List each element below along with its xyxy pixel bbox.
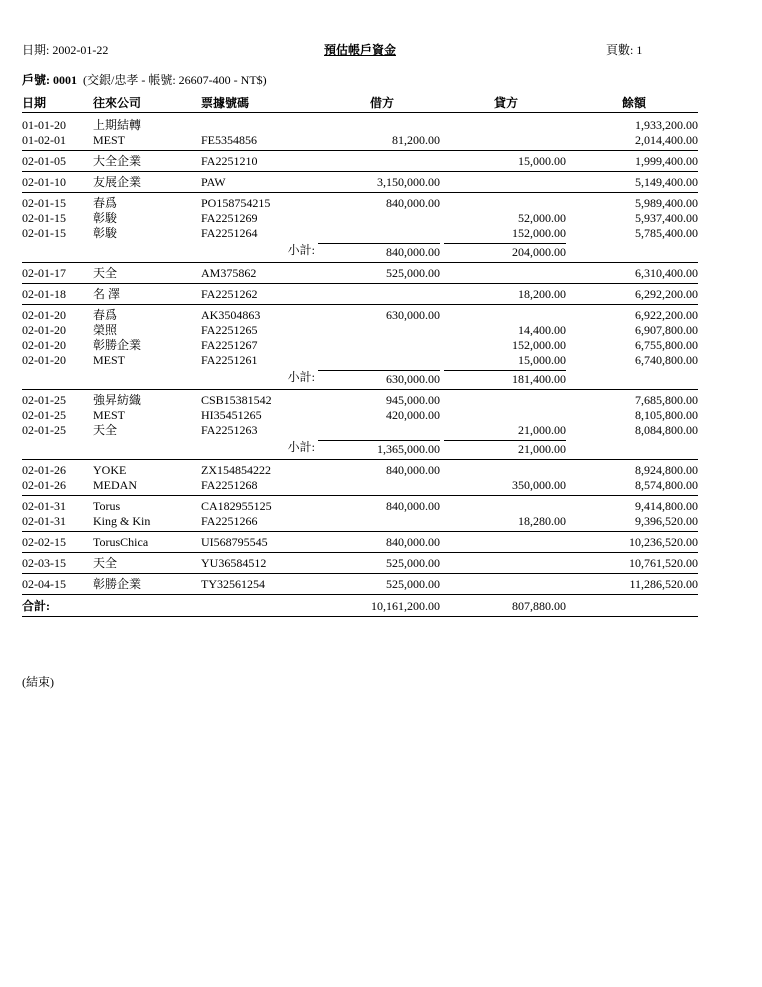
ledger-group — [22, 393, 698, 460]
row-company: 強昇紡織 — [93, 393, 142, 407]
row-date: 02-01-25 — [22, 423, 66, 437]
row-balance: 8,574,800.00 — [635, 478, 698, 492]
row-balance: 5,785,400.00 — [635, 226, 698, 240]
ledger-group — [22, 499, 698, 532]
account-number: 戶號: 0001 — [22, 73, 77, 87]
total-debit: 10,161,200.00 — [371, 599, 440, 613]
subtotal-debit: 1,365,000.00 — [318, 440, 440, 457]
row-date: 02-03-15 — [22, 556, 66, 570]
row-ref: AK3504863 — [201, 308, 261, 322]
row-company: TorusChica — [93, 535, 149, 549]
row-credit: 14,400.00 — [518, 323, 566, 337]
row-company: MEST — [93, 408, 126, 422]
row-balance: 10,761,520.00 — [629, 556, 698, 570]
col-debit-header: 借方 — [370, 96, 395, 110]
table-row — [22, 338, 698, 353]
col-ref-header: 票據號碼 — [201, 96, 250, 110]
row-balance: 11,286,520.00 — [629, 577, 698, 591]
row-ref: FA2251261 — [201, 353, 258, 367]
row-company: 友展企業 — [93, 175, 142, 189]
table-row — [22, 393, 698, 408]
row-date: 02-01-31 — [22, 514, 66, 528]
row-ref: FA2251262 — [201, 287, 258, 301]
row-date: 02-01-31 — [22, 499, 66, 513]
row-balance: 6,922,200.00 — [635, 308, 698, 322]
row-date: 02-01-15 — [22, 196, 66, 210]
row-date: 02-01-26 — [22, 478, 66, 492]
column-header-row — [22, 94, 698, 113]
row-balance: 8,105,800.00 — [635, 408, 698, 422]
table-row — [22, 408, 698, 423]
row-company: 大全企業 — [93, 154, 142, 168]
table-row — [22, 535, 698, 550]
row-company: MEST — [93, 353, 126, 367]
row-company: MEST — [93, 133, 126, 147]
ledger-group — [22, 556, 698, 574]
table-row — [22, 133, 698, 148]
row-debit: 840,000.00 — [386, 196, 440, 210]
row-ref: HI35451265 — [201, 408, 262, 422]
row-date: 02-01-26 — [22, 463, 66, 477]
row-ref: FA2251210 — [201, 154, 258, 168]
row-debit: 840,000.00 — [386, 499, 440, 513]
row-debit: 840,000.00 — [386, 463, 440, 477]
table-row — [22, 287, 698, 302]
table-row — [22, 577, 698, 592]
ledger-group — [22, 196, 698, 263]
table-row — [22, 226, 698, 241]
subtotal-debit: 630,000.00 — [318, 370, 440, 387]
row-date: 02-01-18 — [22, 287, 66, 301]
subtotal-row — [22, 438, 698, 457]
subtotal-row — [22, 368, 698, 387]
ledger-group — [22, 287, 698, 305]
report-date: 日期: 2002-01-22 — [22, 43, 109, 57]
row-date: 02-01-20 — [22, 353, 66, 367]
row-ref: UI568795545 — [201, 535, 268, 549]
row-ref: FA2251263 — [201, 423, 258, 437]
row-company: 彰勝企業 — [93, 577, 142, 591]
table-row — [22, 308, 698, 323]
subtotal-credit: 181,400.00 — [444, 370, 566, 387]
row-date: 02-01-25 — [22, 393, 66, 407]
table-row — [22, 499, 698, 514]
row-ref: FA2251265 — [201, 323, 258, 337]
ledger-group — [22, 535, 698, 553]
row-company: 天全 — [93, 423, 118, 437]
row-ref: FA2251268 — [201, 478, 258, 492]
row-company: 名 澤 — [93, 287, 121, 301]
total-credit: 807,880.00 — [512, 599, 566, 613]
row-date: 02-01-25 — [22, 408, 66, 422]
row-date: 02-02-15 — [22, 535, 66, 549]
row-company: YOKE — [93, 463, 127, 477]
col-balance-header: 餘額 — [622, 96, 647, 110]
row-company: 上期結轉 — [93, 118, 142, 132]
row-company: King & Kin — [93, 514, 151, 528]
account-detail: (交銀/忠孝 - 帳號: 26607-400 - NT$) — [83, 73, 267, 87]
col-date-header: 日期 — [22, 96, 47, 110]
row-credit: 15,000.00 — [518, 154, 566, 168]
row-ref: YU36584512 — [201, 556, 267, 570]
subtotal-debit: 840,000.00 — [318, 243, 440, 260]
row-date: 02-04-15 — [22, 577, 66, 591]
end-marker: (結束) — [22, 675, 54, 689]
total-row — [22, 598, 698, 617]
row-debit: 525,000.00 — [386, 556, 440, 570]
row-date: 02-01-05 — [22, 154, 66, 168]
ledger-group — [22, 154, 698, 172]
row-balance: 6,755,800.00 — [635, 338, 698, 352]
table-row — [22, 211, 698, 226]
row-company: 春爲 — [93, 196, 118, 210]
row-ref: TY32561254 — [201, 577, 265, 591]
row-balance: 9,396,520.00 — [635, 514, 698, 528]
ledger-body — [22, 118, 698, 617]
row-credit: 21,000.00 — [518, 423, 566, 437]
row-date: 02-01-10 — [22, 175, 66, 189]
table-row — [22, 175, 698, 190]
row-company: 彰駿 — [93, 211, 118, 225]
row-ref: CA182955125 — [201, 499, 272, 513]
table-row — [22, 154, 698, 169]
row-date: 02-01-15 — [22, 211, 66, 225]
row-balance: 8,924,800.00 — [635, 463, 698, 477]
row-credit: 18,280.00 — [518, 514, 566, 528]
row-balance: 10,236,520.00 — [629, 535, 698, 549]
row-date: 02-01-15 — [22, 226, 66, 240]
table-row — [22, 423, 698, 438]
ledger-group — [22, 175, 698, 193]
row-company: Torus — [93, 499, 121, 513]
subtotal-label: 小計: — [287, 243, 315, 257]
row-ref: FA2251269 — [201, 211, 258, 225]
row-company: 彰勝企業 — [93, 338, 142, 352]
row-debit: 3,150,000.00 — [377, 175, 440, 189]
row-ref: FA2251264 — [201, 226, 258, 240]
table-row — [22, 196, 698, 211]
row-credit: 15,000.00 — [518, 353, 566, 367]
row-company: 春爲 — [93, 308, 118, 322]
subtotal-label: 小計: — [287, 370, 315, 384]
row-balance: 7,685,800.00 — [635, 393, 698, 407]
ledger-group — [22, 266, 698, 284]
row-debit: 525,000.00 — [386, 266, 440, 280]
row-balance: 6,907,800.00 — [635, 323, 698, 337]
row-credit: 52,000.00 — [518, 211, 566, 225]
row-date: 01-02-01 — [22, 133, 66, 147]
subtotal-credit: 204,000.00 — [444, 243, 566, 260]
row-balance: 5,937,400.00 — [635, 211, 698, 225]
table-row — [22, 556, 698, 571]
row-debit: 840,000.00 — [386, 535, 440, 549]
col-credit-header: 貸方 — [494, 96, 519, 110]
row-balance: 1,933,200.00 — [635, 118, 698, 132]
row-credit: 152,000.00 — [512, 338, 566, 352]
subtotal-credit: 21,000.00 — [444, 440, 566, 457]
ledger-group — [22, 577, 698, 595]
row-debit: 630,000.00 — [386, 308, 440, 322]
row-balance: 9,414,800.00 — [635, 499, 698, 513]
subtotal-row — [22, 241, 698, 260]
page-number: 頁數: 1 — [606, 43, 643, 57]
row-debit: 525,000.00 — [386, 577, 440, 591]
ledger-group — [22, 463, 698, 496]
table-row — [22, 353, 698, 368]
row-date: 02-01-20 — [22, 323, 66, 337]
row-company: 榮照 — [93, 323, 118, 337]
row-date: 02-01-20 — [22, 308, 66, 322]
row-credit: 152,000.00 — [512, 226, 566, 240]
table-row — [22, 514, 698, 529]
total-label: 合計: — [22, 599, 50, 613]
row-debit: 945,000.00 — [386, 393, 440, 407]
row-balance: 5,989,400.00 — [635, 196, 698, 210]
row-date: 01-01-20 — [22, 118, 66, 132]
row-ref: CSB15381542 — [201, 393, 272, 407]
account-line — [22, 71, 267, 88]
row-company: 彰駿 — [93, 226, 118, 240]
table-row — [22, 266, 698, 281]
row-company: 天全 — [93, 556, 118, 570]
row-balance: 6,310,400.00 — [635, 266, 698, 280]
row-balance: 1,999,400.00 — [635, 154, 698, 168]
row-credit: 350,000.00 — [512, 478, 566, 492]
table-row — [22, 118, 698, 133]
row-balance: 6,292,200.00 — [635, 287, 698, 301]
row-debit: 420,000.00 — [386, 408, 440, 422]
row-ref: FA2251267 — [201, 338, 258, 352]
col-company-header: 往來公司 — [93, 96, 142, 110]
row-balance: 8,084,800.00 — [635, 423, 698, 437]
row-date: 02-01-17 — [22, 266, 66, 280]
subtotal-label: 小計: — [287, 440, 315, 454]
ledger-group — [22, 308, 698, 390]
row-ref: PO158754215 — [201, 196, 271, 210]
row-company: MEDAN — [93, 478, 137, 492]
table-row — [22, 478, 698, 493]
report-title: 預估帳戶資金 — [323, 43, 396, 57]
row-balance: 5,149,400.00 — [635, 175, 698, 189]
row-date: 02-01-20 — [22, 338, 66, 352]
row-ref: ZX154854222 — [201, 463, 271, 477]
row-balance: 2,014,400.00 — [635, 133, 698, 147]
row-ref: AM375862 — [201, 266, 257, 280]
row-credit: 18,200.00 — [518, 287, 566, 301]
ledger-group — [22, 118, 698, 151]
row-ref: FE5354856 — [201, 133, 258, 147]
row-debit: 81,200.00 — [392, 133, 440, 147]
table-row — [22, 463, 698, 478]
row-balance: 6,740,800.00 — [635, 353, 698, 367]
row-company: 天全 — [93, 266, 118, 280]
row-ref: PAW — [201, 175, 226, 189]
table-row — [22, 323, 698, 338]
row-ref: FA2251266 — [201, 514, 258, 528]
report-header — [22, 41, 698, 57]
